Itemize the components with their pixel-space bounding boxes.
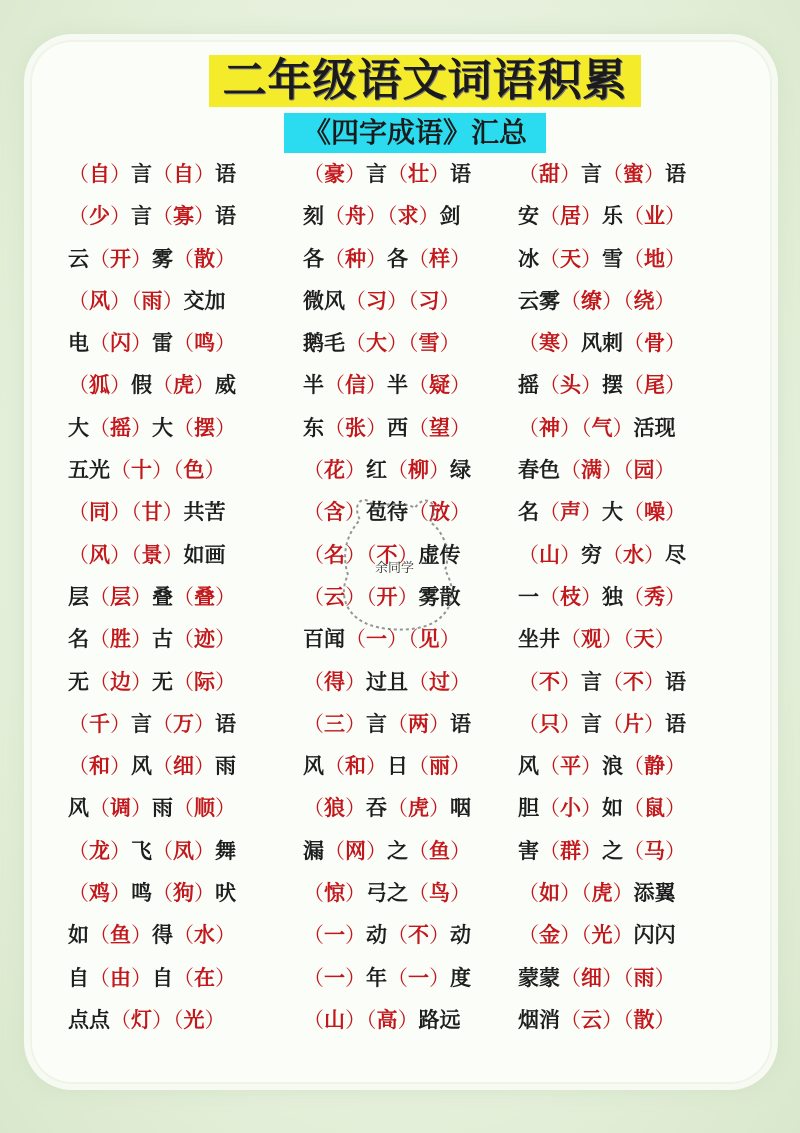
idiom-item: （三）言（两）语: [303, 711, 471, 736]
idiom-row: [68, 322, 748, 364]
idiom-item: 蒙蒙（细）（雨）: [518, 965, 676, 990]
idiom-item: （少）言（寡）语: [68, 204, 236, 229]
idiom-item: （含）苞待（放）: [303, 500, 471, 525]
idiom-item: 冰（天）雪（地）: [518, 246, 686, 271]
idiom-item: 大（摇）大（摆）: [68, 415, 236, 440]
idiom-item: 胆（小）如（鼠）: [518, 796, 686, 821]
idiom-item: 微风（习）（习）: [303, 288, 461, 313]
idiom-item: （风）（雨）交加: [68, 288, 226, 313]
idiom-item: 鹅毛（大）（雪）: [303, 331, 461, 356]
idiom-item: （风）（景）如画: [68, 542, 226, 567]
idiom-item: 云雾（缭）（绕）: [518, 288, 676, 313]
idiom-item: （一）年（一）度: [303, 965, 471, 990]
idiom-row: [68, 491, 748, 533]
idiom-row: [68, 576, 748, 618]
page-subtitle: 《四字成语》汇总: [284, 113, 546, 153]
idiom-item: 刻（舟）（求）剑: [303, 204, 461, 229]
idiom-item: 点点（灯）（光）: [68, 1007, 226, 1032]
idiom-item: （云）（开）雾散: [303, 584, 461, 609]
idiom-item: 东（张）西（望）: [303, 415, 471, 440]
idiom-item: 风（和）日（丽）: [303, 754, 471, 779]
idiom-item: （寒）风刺（骨）: [518, 331, 686, 356]
idiom-item: （千）言（万）语: [68, 711, 236, 736]
idiom-row: [68, 407, 748, 449]
idiom-row: [68, 745, 748, 787]
idiom-item: （和）风（细）雨: [68, 754, 236, 779]
idiom-item: （得）过且（过）: [303, 669, 471, 694]
idiom-item: （山）穷（水）尽: [518, 542, 686, 567]
idiom-item: （狼）吞（虎）咽: [303, 796, 471, 821]
idiom-item: 无（边）无（际）: [68, 669, 236, 694]
idiom-item: 安（居）乐（业）: [518, 204, 686, 229]
idiom-item: 风（调）雨（顺）: [68, 796, 236, 821]
idiom-row: [68, 872, 748, 914]
idiom-item: （同）（甘）共苦: [68, 500, 226, 525]
idiom-row: [68, 830, 748, 872]
idiom-item: （甜）言（蜜）语: [518, 162, 686, 186]
idiom-item: （花）红（柳）绿: [303, 458, 471, 483]
idiom-item: 春色（满）（园）: [518, 458, 676, 483]
idiom-item: 百闻（一）（见）: [303, 627, 461, 652]
idiom-item: 半（信）半（疑）: [303, 373, 471, 398]
idiom-item: （名）（不）虚传: [303, 542, 461, 567]
watermark-text: 余同学: [375, 561, 415, 576]
idiom-item: （豪）言（壮）语: [303, 162, 471, 186]
idiom-row: [68, 999, 748, 1041]
idiom-item: 电（闪）雷（鸣）: [68, 331, 236, 356]
idiom-row: [68, 195, 748, 237]
idiom-row: [68, 787, 748, 829]
idiom-item: （鸡）鸣（狗）吠: [68, 881, 236, 906]
idiom-item: （神）（气）活现: [518, 415, 676, 440]
idiom-row: [68, 703, 748, 745]
idiom-row: [68, 618, 748, 660]
idiom-item: 名（声）大（噪）: [518, 500, 686, 525]
idiom-item: （惊）弓之（鸟）: [303, 881, 471, 906]
idiom-row: [68, 661, 748, 703]
idiom-item: （一）动（不）动: [303, 923, 471, 948]
idiom-item: （如）（虎）添翼: [518, 881, 676, 906]
idiom-item: 如（鱼）得（水）: [68, 923, 236, 948]
idiom-item: （金）（光）闪闪: [518, 923, 676, 948]
idiom-item: 各（种）各（样）: [303, 246, 471, 271]
idiom-item: （狐）假（虎）威: [68, 373, 236, 398]
idiom-row: [68, 153, 748, 195]
idiom-item: 漏（网）之（鱼）: [303, 838, 471, 863]
idiom-row: [68, 238, 748, 280]
idiom-item: （山）（高）路远: [303, 1007, 461, 1032]
idiom-item: 五光（十）（色）: [68, 458, 226, 483]
idiom-item: （龙）飞（凤）舞: [68, 838, 236, 863]
idiom-row: [68, 280, 748, 322]
page-title: 二年级语文词语积累: [209, 55, 641, 107]
idiom-row: [68, 914, 748, 956]
idiom-item: 烟消（云）（散）: [518, 1007, 676, 1032]
idiom-item: 自（由）自（在）: [68, 965, 236, 990]
idiom-item: 害（群）之（马）: [518, 838, 686, 863]
idiom-item: 摇（头）摆（尾）: [518, 373, 686, 398]
idiom-grid: [68, 153, 748, 1041]
idiom-item: 云（开）雾（散）: [68, 246, 236, 271]
idiom-item: 名（胜）古（迹）: [68, 627, 236, 652]
idiom-item: （不）言（不）语: [518, 669, 686, 694]
idiom-row: [68, 957, 748, 999]
idiom-item: （只）言（片）语: [518, 711, 686, 736]
idiom-item: 一（枝）独（秀）: [518, 584, 686, 609]
idiom-item: 风（平）浪（静）: [518, 754, 686, 779]
idiom-row: [68, 449, 748, 491]
idiom-item: 层（层）叠（叠）: [68, 584, 236, 609]
idiom-item: 坐井（观）（天）: [518, 627, 676, 652]
idiom-item: （自）言（自）语: [68, 162, 236, 186]
idiom-row: [68, 364, 748, 406]
